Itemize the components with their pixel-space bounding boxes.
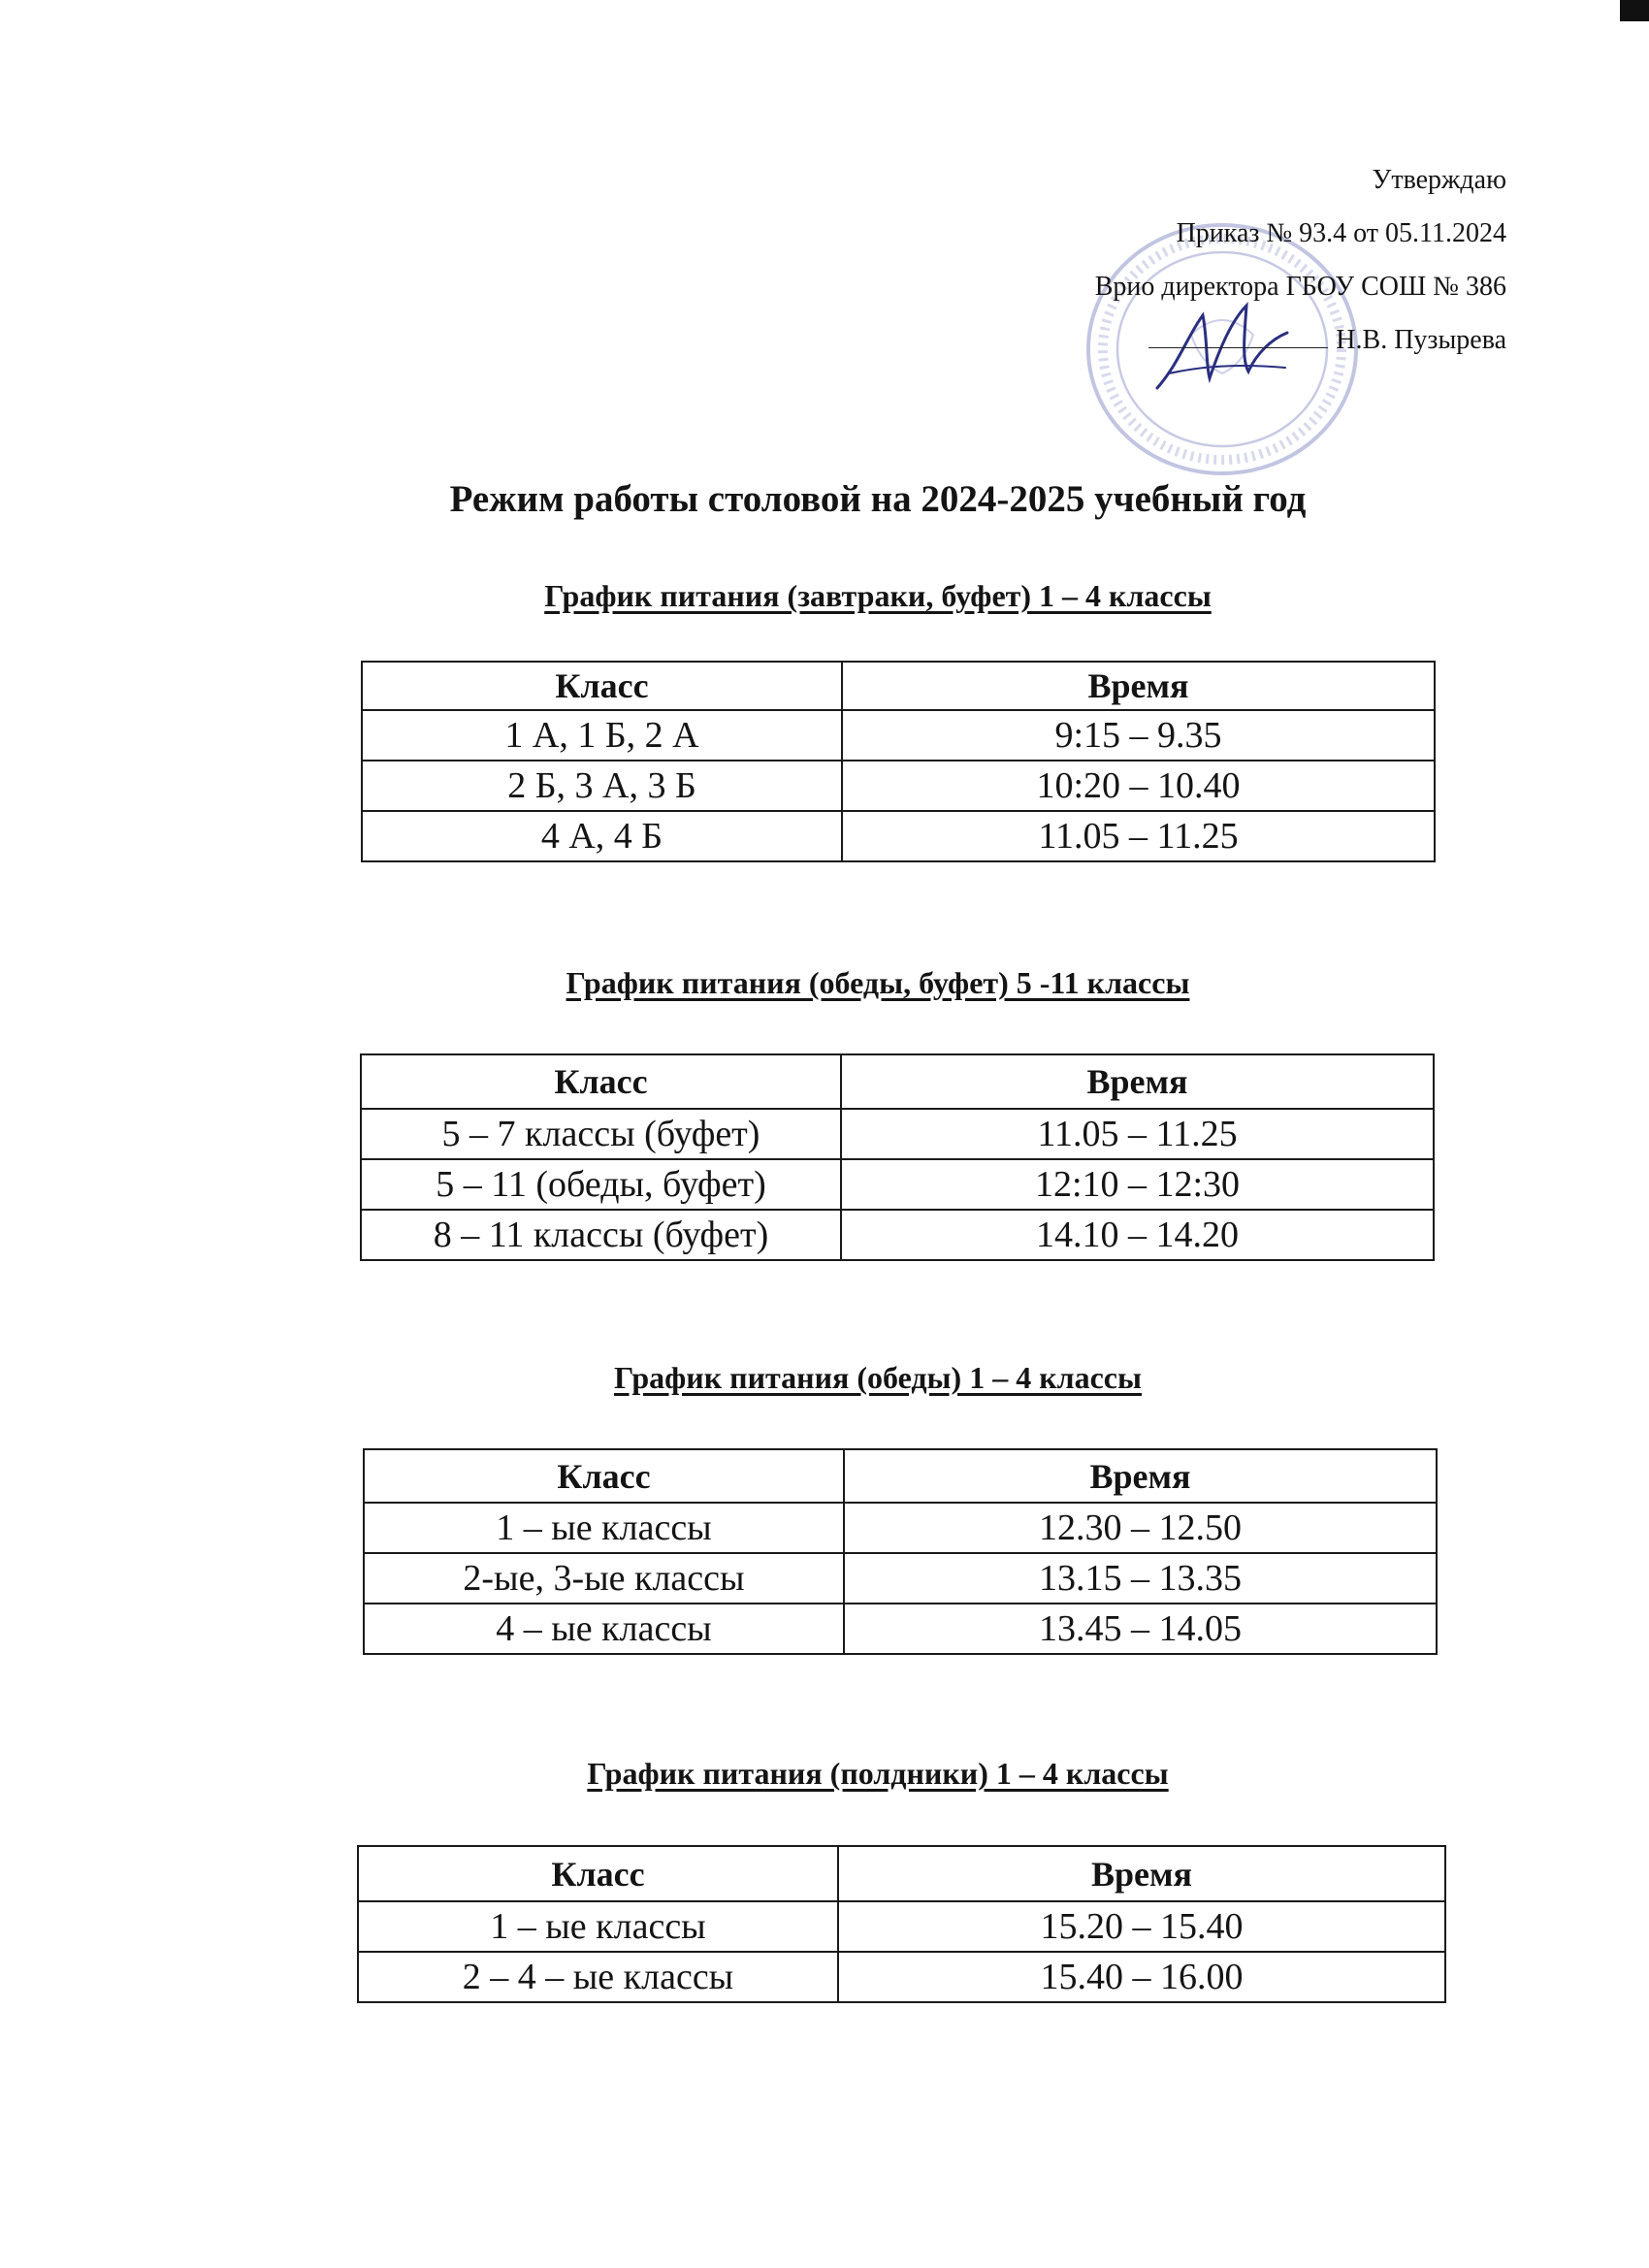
time-cell: 15.20 – 15.40 — [838, 1901, 1445, 1952]
table-header-row — [364, 1449, 1437, 1503]
time-cell: 9:15 – 9.35 — [842, 710, 1435, 761]
time-cell: 15.40 – 16.00 — [838, 1952, 1445, 2002]
time-cell: 12.30 – 12.50 — [844, 1503, 1437, 1553]
class-cell: 2 Б, 3 А, 3 Б — [362, 761, 842, 811]
table-row — [358, 1952, 1445, 2002]
table-header-row — [362, 662, 1435, 710]
class-cell: 5 – 11 (обеды, буфет) — [361, 1159, 841, 1210]
order-line: Приказ № 93.4 от 05.11.2024 — [1176, 218, 1506, 248]
class-cell: 2-ые, 3-ые классы — [364, 1553, 844, 1604]
section-title: График питания (завтраки, буфет) 1 – 4 классы — [544, 578, 1212, 613]
time-cell: 11.05 – 11.25 — [841, 1109, 1434, 1159]
signer-line — [924, 327, 1506, 354]
table-header-row — [358, 1846, 1445, 1901]
column-header-time: Время — [841, 1054, 1434, 1109]
column-header-time: Время — [838, 1846, 1445, 1901]
class-cell: 1 – ые классы — [358, 1901, 838, 1952]
column-header-class: Класс — [361, 1054, 841, 1109]
column-header-class: Класс — [362, 662, 842, 710]
table-row — [362, 710, 1435, 761]
position-line: Врио директора ГБОУ СОШ № 386 — [1094, 272, 1506, 302]
section-title: График питания (полдники) 1 – 4 классы — [587, 1756, 1169, 1791]
time-cell: 12:10 – 12:30 — [841, 1159, 1434, 1210]
time-cell: 10:20 – 10.40 — [842, 761, 1435, 811]
section-title: График питания (обеды, буфет) 5 -11 классы — [566, 965, 1190, 1000]
scan-corner-mark — [1620, 0, 1649, 21]
time-cell: 13.15 – 13.35 — [844, 1553, 1437, 1604]
column-header-class: Класс — [364, 1449, 844, 1503]
table-row — [364, 1503, 1437, 1553]
table-row — [361, 1109, 1434, 1159]
schedule-table — [361, 661, 1436, 862]
class-cell: 1 А, 1 Б, 2 А — [362, 710, 842, 761]
class-cell: 5 – 7 классы (буфет) — [361, 1109, 841, 1159]
table-row — [362, 761, 1435, 811]
table-row — [362, 811, 1435, 861]
signature-line — [1148, 347, 1328, 348]
time-cell: 14.10 – 14.20 — [841, 1210, 1434, 1260]
class-cell: 2 – 4 – ые классы — [358, 1952, 838, 2002]
table-row — [361, 1210, 1434, 1260]
table-row — [364, 1604, 1437, 1654]
table-row — [358, 1901, 1445, 1952]
schedule-table — [357, 1845, 1446, 2003]
approval-label: Утверждаю — [1372, 165, 1506, 195]
column-header-class: Класс — [358, 1846, 838, 1901]
schedule-table — [363, 1448, 1438, 1655]
table-row — [364, 1553, 1437, 1604]
column-header-time: Время — [842, 662, 1435, 710]
schedule-table — [360, 1053, 1435, 1261]
class-cell: 8 – 11 классы (буфет) — [361, 1210, 841, 1260]
page-title: Режим работы столовой на 2024-2025 учебный год — [449, 478, 1307, 520]
time-cell: 13.45 – 14.05 — [844, 1604, 1437, 1654]
section-title: График питания (обеды) 1 – 4 классы — [614, 1360, 1142, 1395]
class-cell: 4 – ые классы — [364, 1604, 844, 1654]
class-cell: 1 – ые классы — [364, 1503, 844, 1553]
approval-block — [924, 167, 1506, 380]
signer-name: Н.В. Пузырева — [1336, 325, 1506, 355]
column-header-time: Время — [844, 1449, 1437, 1503]
table-row — [361, 1159, 1434, 1210]
class-cell: 4 А, 4 Б — [362, 811, 842, 861]
time-cell: 11.05 – 11.25 — [842, 811, 1435, 861]
table-header-row — [361, 1054, 1434, 1109]
